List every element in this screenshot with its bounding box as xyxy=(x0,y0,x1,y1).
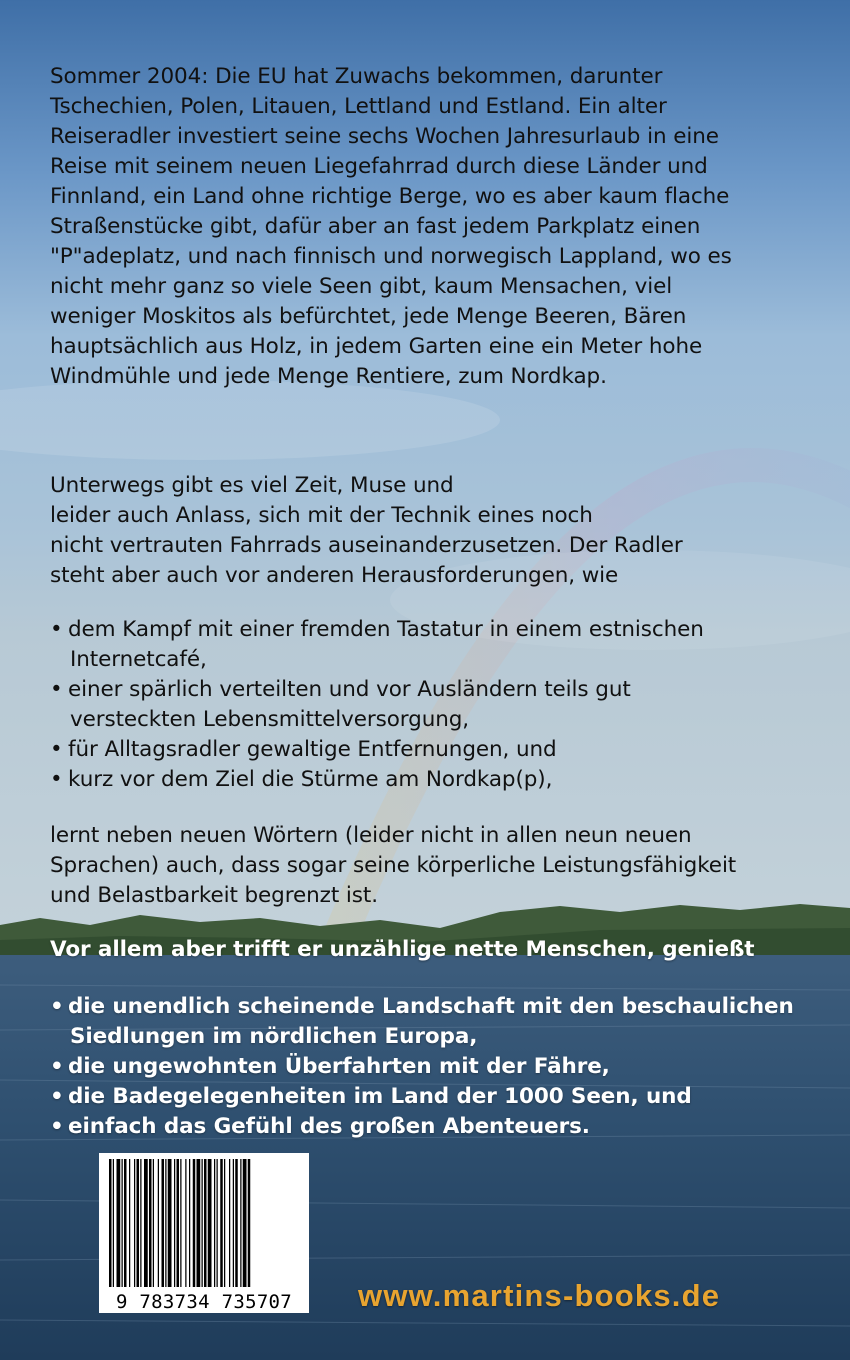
barcode-bar xyxy=(122,1159,123,1287)
barcode-bars xyxy=(107,1159,301,1287)
bullet-icon: • xyxy=(50,737,63,762)
barcode-bar xyxy=(185,1159,186,1287)
isbn-number: 9 783734 735707 xyxy=(115,1291,293,1313)
barcode-bar xyxy=(204,1159,207,1287)
list-item: • die Badegelegenheiten im Land der 1000 Seen, und xyxy=(50,1082,794,1112)
barcode-bar xyxy=(109,1159,112,1287)
second-line: leider auch Anlass, sich mit der Technik eines noch xyxy=(50,503,593,528)
list-item: • die unendlich scheinende Landschaft mit den beschaulichen xyxy=(50,992,794,1022)
barcode-bar xyxy=(235,1159,238,1287)
barcode-bar xyxy=(177,1159,180,1287)
bullet-icon: • xyxy=(50,677,63,702)
barcode-bar xyxy=(243,1159,247,1287)
intro-line: hauptsächlich aus Holz, in jedem Garten eine ein Meter hohe xyxy=(50,334,703,359)
list-item: • die ungewohnten Überfahrten mit der Fähre, xyxy=(50,1052,794,1082)
intro-line: Finnland, ein Land ohne richtige Berge, wo es aber kaum flache xyxy=(50,184,730,209)
joys-list xyxy=(50,992,794,1142)
list-item-continuation: Siedlungen im nördlichen Europa, xyxy=(70,1024,478,1049)
barcode-bar xyxy=(202,1159,203,1287)
barcode-bar xyxy=(233,1159,234,1287)
barcode-bar xyxy=(197,1159,201,1287)
barcode-bar xyxy=(144,1159,148,1287)
barcode-bar xyxy=(117,1159,121,1287)
barcode-bar xyxy=(158,1159,159,1287)
website-link[interactable]: www.martins-books.de xyxy=(358,1278,721,1313)
challenges-list xyxy=(50,615,704,795)
list-item: • einer spärlich verteilten und vor Ausländern teils gut xyxy=(50,675,704,705)
list-item-continuation: Internetcafé, xyxy=(70,647,207,672)
barcode-bar xyxy=(113,1159,114,1287)
bullet-icon: • xyxy=(50,1084,64,1109)
bullet-icon: • xyxy=(50,1054,64,1079)
barcode-bar xyxy=(165,1159,166,1287)
intro-line: Sommer 2004: Die EU hat Zuwachs bekommen, darunter xyxy=(50,64,663,89)
barcode-bar xyxy=(149,1159,152,1287)
third-line: Sprachen) auch, dass sogar seine körperliche Leistungsfähigkeit xyxy=(50,853,737,878)
intro-line: Windmühle und jede Menge Rentiere, zum Nordkap. xyxy=(50,364,607,389)
barcode-bar xyxy=(229,1159,230,1287)
intro-line: Straßenstücke gibt, dafür aber an fast jedem Parkplatz einen xyxy=(50,214,701,239)
intro-line: "P"adeplatz, und nach finnisch und norwegisch Lappland, wo es xyxy=(50,244,732,269)
barcode-bar xyxy=(174,1159,175,1287)
barcode-bar xyxy=(180,1159,181,1287)
barcode-bar xyxy=(208,1159,212,1287)
barcode-bar xyxy=(137,1159,140,1287)
barcode-bar xyxy=(214,1159,215,1287)
isbn-barcode xyxy=(99,1153,309,1313)
list-item: • kurz vor dem Ziel die Stürme am Nordkap(p), xyxy=(50,765,704,795)
barcode-bar xyxy=(124,1159,127,1287)
list-item: • einfach das Gefühl des großen Abenteuers. xyxy=(50,1112,794,1142)
barcode-bar xyxy=(193,1159,196,1287)
third-line: und Belastbarkeit begrenzt ist. xyxy=(50,883,378,908)
third-line: lernt neben neuen Wörtern (leider nicht in allen neun neuen xyxy=(50,823,692,848)
bullet-icon: • xyxy=(50,767,63,792)
barcode-bar xyxy=(140,1159,141,1287)
barcode-bar xyxy=(224,1159,225,1287)
barcode-bar xyxy=(220,1159,223,1287)
intro-line: Tschechien, Polen, Litauen, Lettland und Estland. Ein alter xyxy=(50,94,667,119)
second-line: nicht vertrauten Fahrrads auseinanderzusetzen. Der Radler xyxy=(50,533,683,558)
barcode-bar xyxy=(134,1159,135,1287)
list-item: • dem Kampf mit einer fremden Tastatur in einem estnischen xyxy=(50,615,704,645)
barcode-bar xyxy=(217,1159,218,1287)
bullet-icon: • xyxy=(50,994,64,1019)
third-paragraph xyxy=(50,821,736,911)
intro-line: weniger Moskitos als befürchtet, jede Menge Beeren, Bären xyxy=(50,304,687,329)
barcode-bar xyxy=(168,1159,172,1287)
intro-line: Reise mit seinem neuen Liegefahrrad durch diese Länder und xyxy=(50,154,708,179)
second-line: steht aber auch vor anderen Herausforderungen, wie xyxy=(50,563,619,588)
list-item-continuation: versteckten Lebensmittelversorgung, xyxy=(70,707,470,732)
second-paragraph xyxy=(50,471,683,591)
bullet-icon: • xyxy=(50,1114,64,1139)
second-line: Unterwegs gibt es viel Zeit, Muse und xyxy=(50,473,454,498)
list-item: • für Alltagsradler gewaltige Entfernungen, und xyxy=(50,735,704,765)
intro-paragraph xyxy=(50,62,732,392)
barcode-bar xyxy=(162,1159,165,1287)
barcode-bar xyxy=(153,1159,154,1287)
barcode-bar xyxy=(129,1159,130,1287)
highlight-line: Vor allem aber trifft er unzählige nette Menschen, genießt xyxy=(50,937,755,962)
intro-line: Reiseradler investiert seine sechs Wochen Jahresurlaub in eine xyxy=(50,124,719,149)
intro-line: nicht mehr ganz so viele Seen gibt, kaum Mensachen, viel xyxy=(50,274,673,299)
barcode-bar xyxy=(240,1159,241,1287)
bullet-icon: • xyxy=(50,617,63,642)
barcode-bar xyxy=(248,1159,251,1287)
barcode-bar xyxy=(189,1159,190,1287)
